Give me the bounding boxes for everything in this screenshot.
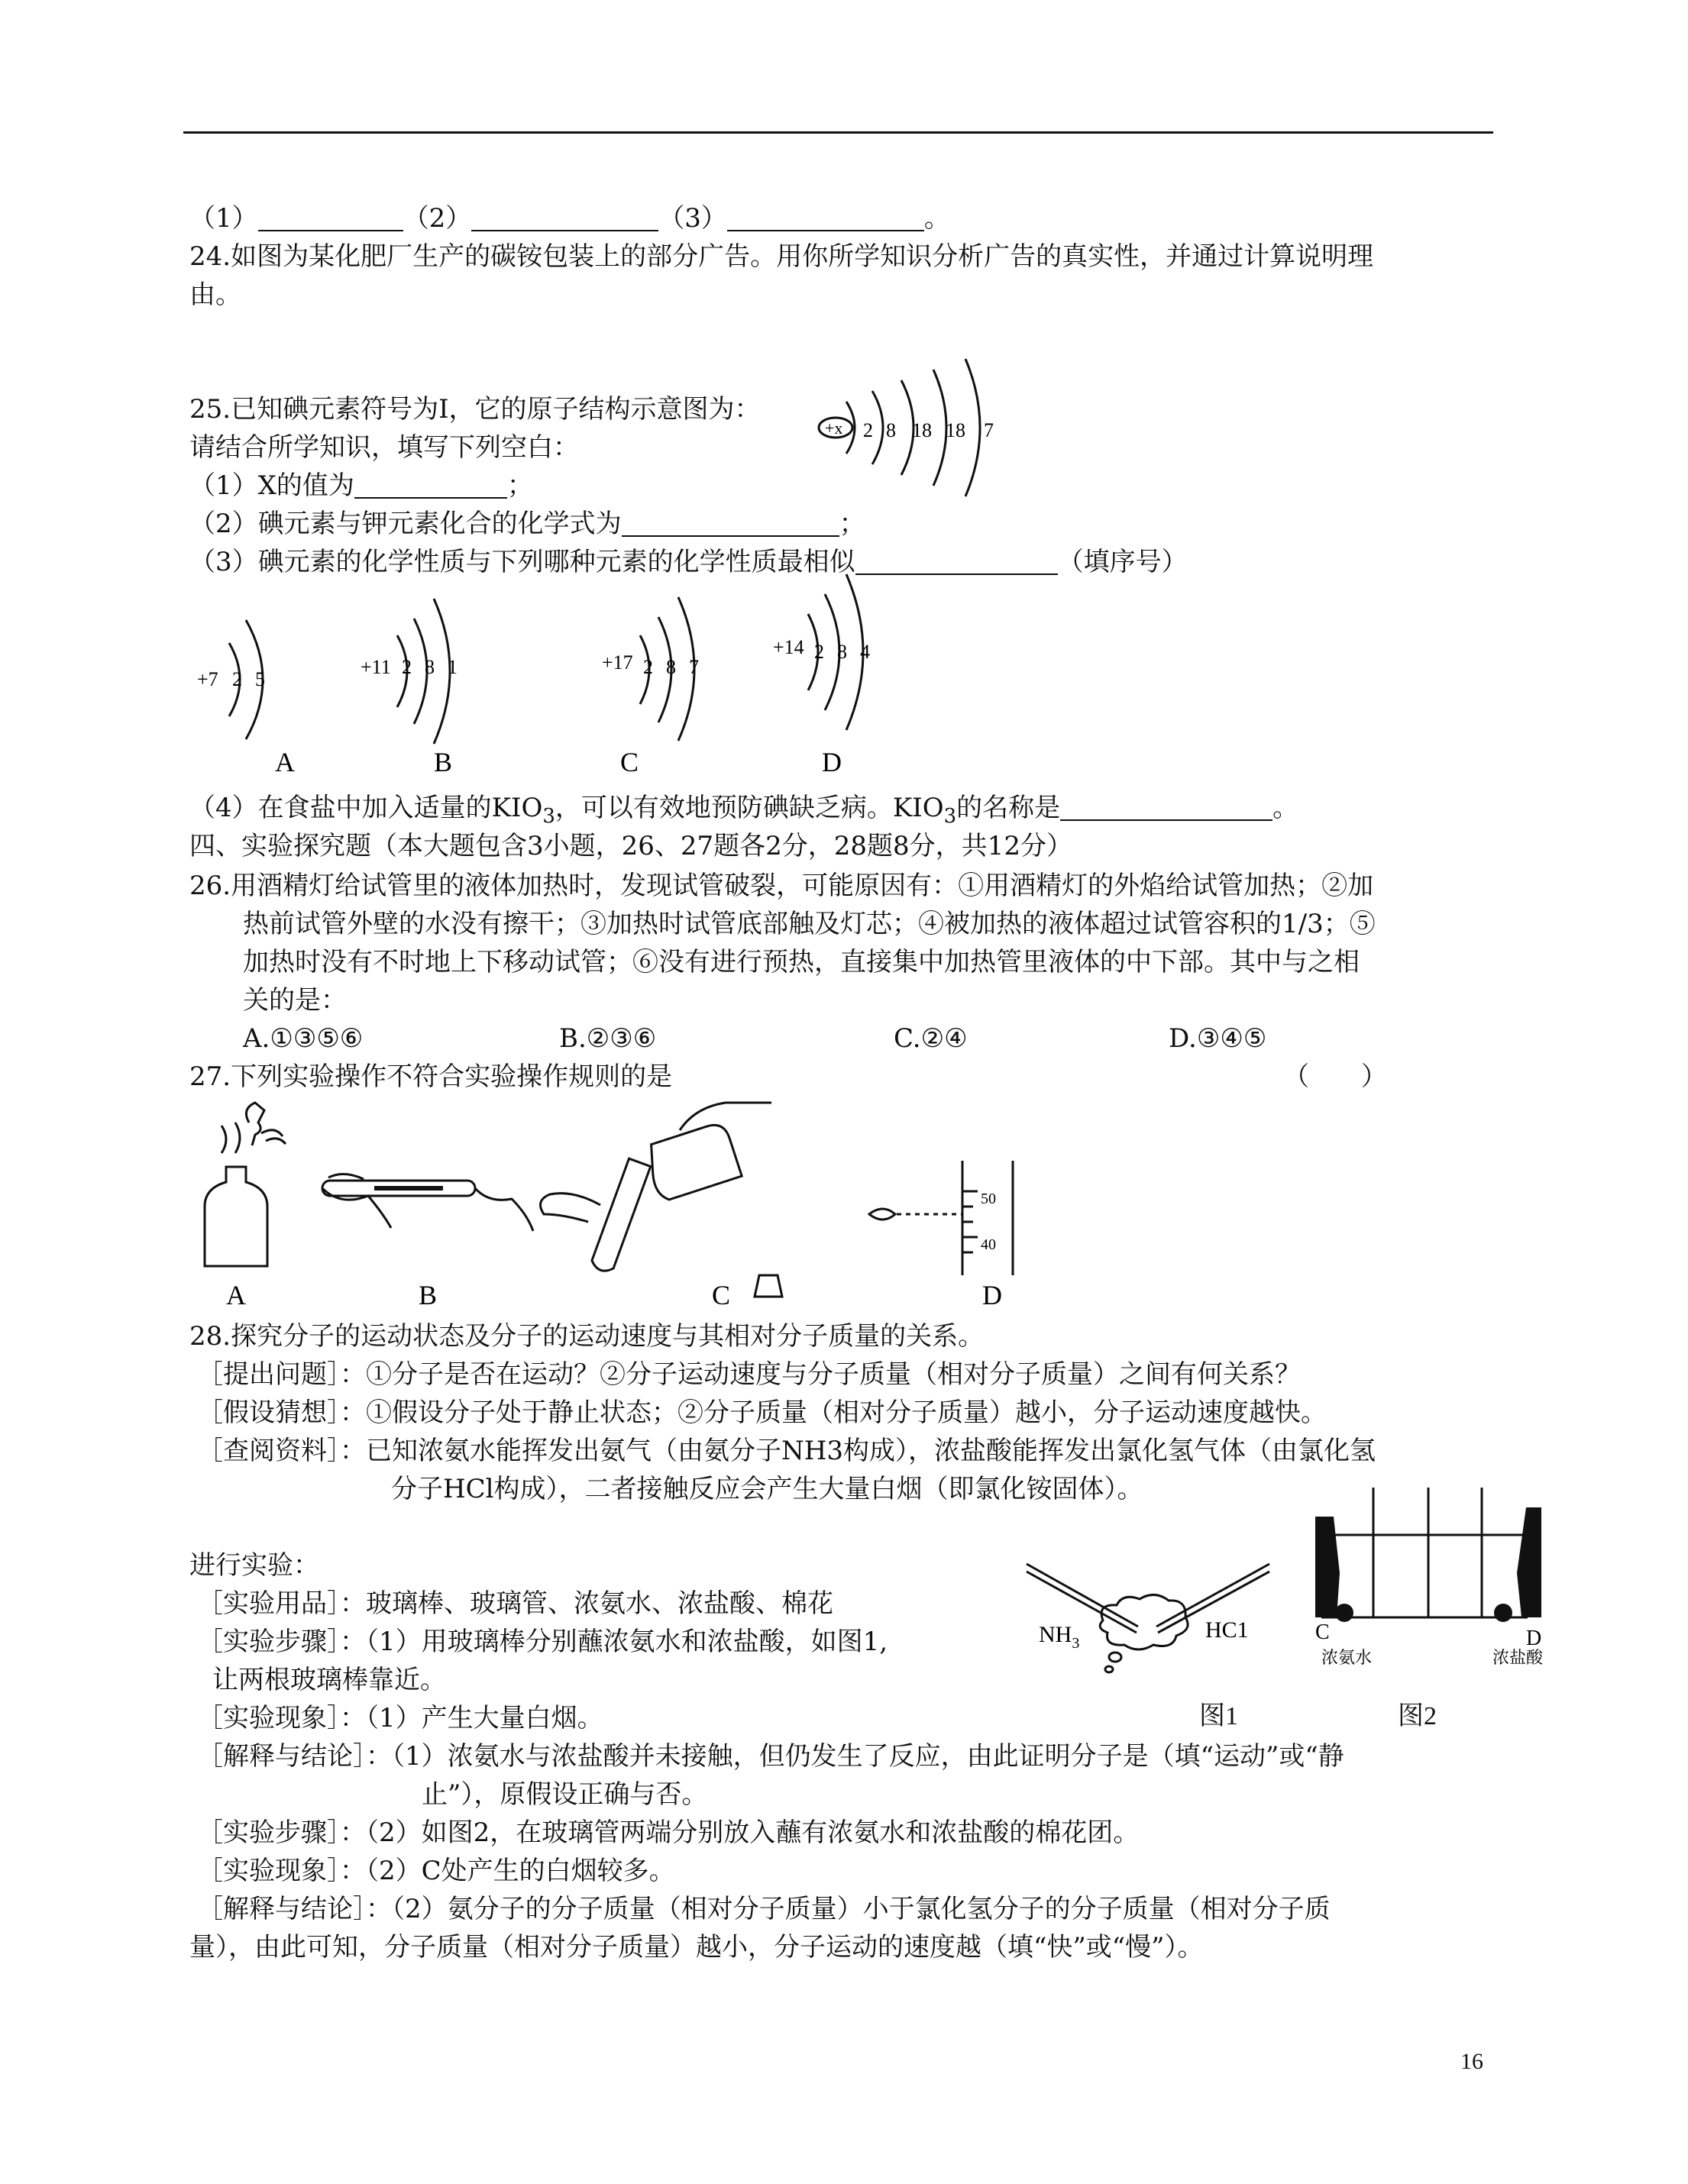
q27-label-d: D (982, 1280, 1002, 1310)
figure-2-caption: 图2 (1398, 1702, 1437, 1730)
q26-option-b[interactable]: B.②③⑥ (559, 1023, 657, 1054)
fig2-hcl-label: 浓盐酸 (1492, 1649, 1544, 1668)
q28-experiment-head: 进行实验： (189, 1550, 319, 1581)
figure-2-glass-tube (1298, 1481, 1551, 1672)
q26-option-d[interactable]: D.③④⑤ (1169, 1023, 1267, 1054)
q28-title: 28.探究分子的运动状态及分子的运动速度与其相对分子质量的关系。 (189, 1321, 985, 1352)
fig2-ammonia-label: 浓氨水 (1321, 1649, 1373, 1668)
iodine-nucleus: +x (825, 418, 843, 438)
svg-text:5: 5 (255, 668, 265, 690)
shell-3: 18 (912, 419, 932, 441)
q27-stem: 27.下列实验操作不符合实验操作规则的是 (189, 1061, 673, 1092)
q25-item1: （1）X的值为 ； (189, 470, 533, 501)
q25-blank-2[interactable] (622, 509, 839, 537)
svg-text:8: 8 (425, 656, 435, 678)
svg-text:2: 2 (643, 656, 653, 678)
atom-option-b (361, 599, 458, 777)
svg-text:8: 8 (666, 656, 676, 678)
q28-question: ［提出问题］：①分子是否在运动？②分子运动速度与分子质量（相对分子质量）之间有何关系？ (197, 1359, 1301, 1390)
figure-1-caption: 图1 (1199, 1702, 1238, 1730)
section-4-title: 四、实验探究题（本大题包含3小题，26、27题各2分，28题8分，共12分） (189, 831, 1072, 861)
svg-text:7: 7 (689, 656, 699, 678)
q28-observation1: ［实验现象］：（1）产生大量白烟。 (197, 1703, 603, 1733)
shell-5: 7 (984, 419, 994, 441)
svg-text:+17: +17 (602, 651, 633, 674)
fig2-c-label: C (1315, 1620, 1330, 1644)
fig1-nh3-label: $NH_3$ (1039, 1622, 1080, 1652)
q28-hypothesis: ［假设猜想］：①假设分子处于静止状态；②分子质量（相对分子质量）越小，分子运动速度越快。 (197, 1397, 1327, 1428)
figure-1-glass-rods (1023, 1550, 1283, 1703)
q23-blanks: （1） （2） （3） 。 (189, 203, 950, 234)
q26-line3: 加热时没有不时地上下移动试管；⑥没有进行预热，直接集中加热管里液体的中下部。其中与之相 (243, 947, 1360, 977)
svg-text:2: 2 (814, 641, 824, 663)
page-number: 16 (1460, 2049, 1483, 2074)
q25-item4: （4）在食盐中加入适量的$KIO_3$，可以有效地预防碘缺乏病。$KIO_3$的名称是 。 (189, 793, 1299, 828)
operation-a-smelling (205, 1103, 286, 1266)
q25-prompt: 请结合所学知识，填写下列空白： (189, 432, 579, 463)
operation-d-reading (869, 1161, 1013, 1275)
q27-label-b: B (419, 1280, 438, 1310)
header-rule (183, 131, 1493, 134)
option-label-b: B (434, 747, 453, 777)
q28-reference: ［查阅资料］：已知浓氨水能挥发出氨气（由氨分子NH3构成），浓盐酸能挥发出氯化氢气体（由氯化氢 (197, 1436, 1376, 1466)
shell-2: 8 (886, 419, 896, 441)
q28-conclusion2: ［解释与结论］：（2）氨分子的分子质量（相对分子质量）小于氯化氢分子的分子质量（相对分子质 (197, 1894, 1331, 1924)
option-label-d: D (822, 747, 842, 777)
q24-line2: 由。 (189, 279, 241, 310)
option-label-a: A (275, 747, 295, 777)
option-label-c: C (620, 747, 639, 777)
q24-line1: 24.如图为某化肥厂生产的碳铵包装上的部分广告。用你所学知识分析广告的真实性，并通过计算说明理 (189, 241, 1374, 272)
q28-reference-cont: 分子HCl构成），二者接触反应会产生大量白烟（即氯化铵固体）。 (391, 1474, 1143, 1504)
fig2-d-label: D (1526, 1627, 1542, 1650)
q28-step1: ［实验步骤］：（1）用玻璃棒分别蘸浓氨水和浓盐酸，如图1, (197, 1627, 888, 1657)
svg-text:+14: +14 (773, 636, 804, 658)
scale-40: 40 (981, 1236, 996, 1253)
q26-option-c[interactable]: C.②④ (894, 1023, 968, 1054)
q26-option-a[interactable]: A.①③⑤⑥ (243, 1023, 364, 1054)
iodine-atom-diagram (810, 357, 1023, 480)
atom-options-diagram (191, 588, 917, 787)
scale-50: 50 (981, 1191, 996, 1207)
q27-label-c: C (712, 1280, 731, 1310)
blank-3[interactable] (727, 204, 924, 231)
q25-item2: （2）碘元素与钾元素化合的化学式为 ； (189, 509, 865, 539)
shell-1: 2 (863, 419, 873, 441)
q25-blank-4[interactable] (1060, 793, 1272, 821)
q28-conclusion1-cont: 止”），原假设正确与否。 (422, 1779, 708, 1810)
q28-step1-cont: 让两根玻璃棒靠近。 (212, 1665, 446, 1695)
q27-label-a: A (226, 1280, 246, 1310)
q28-materials: ［实验用品］：玻璃棒、玻璃管、浓氨水、浓盐酸、棉花 (197, 1588, 833, 1619)
q26-line4: 关的是： (243, 985, 347, 1016)
fig1-hcl-label: HC1 (1205, 1617, 1249, 1643)
svg-text:+7: +7 (197, 668, 218, 690)
atom-option-a (197, 620, 295, 777)
operation-c-pouring (541, 1103, 783, 1297)
q26-line2: 热前试管外壁的水没有擦干；③加热时试管底部触及灯芯；④被加热的液体超过试管容积的1/3；⑤ (243, 909, 1376, 939)
shell-4: 18 (946, 419, 965, 441)
blank-2[interactable] (471, 204, 658, 231)
svg-text:2: 2 (402, 656, 412, 678)
q25-blank-3[interactable] (855, 548, 1058, 575)
q25-stem: 25.已知碘元素符号为I，它的原子结构示意图为： (189, 394, 761, 425)
svg-text:4: 4 (860, 641, 870, 663)
q25-item3: （3）碘元素的化学性质与下列哪种元素的化学性质最相似 （填序号） (189, 547, 1188, 577)
operation-b-tube (322, 1174, 533, 1231)
atom-option-d (773, 574, 870, 777)
svg-text:1: 1 (448, 656, 458, 678)
svg-text:8: 8 (837, 641, 847, 663)
q27-answer-bracket[interactable]: （ ） (1283, 1061, 1387, 1092)
q25-blank-1[interactable] (354, 471, 507, 499)
svg-text:2: 2 (232, 668, 242, 690)
q28-conclusion1: ［解释与结论］：（1）浓氨水与浓盐酸并未接触，但仍发生了反应，由此证明分子是（填“运动”或“静 (197, 1741, 1344, 1772)
q28-conclusion2-cont: 量），由此可知，分子质量（相对分子质量）越小，分子运动的速度越（填“快”或“慢”）。 (189, 1932, 1204, 1963)
blank-1[interactable] (258, 204, 403, 231)
q27-operations-diagram (191, 1100, 1069, 1313)
atom-option-c (602, 597, 699, 777)
q28-step2: ［实验步骤］：（2）如图2，在玻璃管两端分别放入蘸有浓氨水和浓盐酸的棉花团。 (197, 1817, 1140, 1848)
q26-line1: 26.用酒精灯给试管里的液体加热时，发现试管破裂，可能原因有：①用酒精灯的外焰给试管加热；②加 (189, 871, 1374, 901)
q28-observation2: ［实验现象］：（2）C处产生的白烟较多。 (197, 1856, 675, 1886)
svg-text:+11: +11 (361, 656, 391, 678)
